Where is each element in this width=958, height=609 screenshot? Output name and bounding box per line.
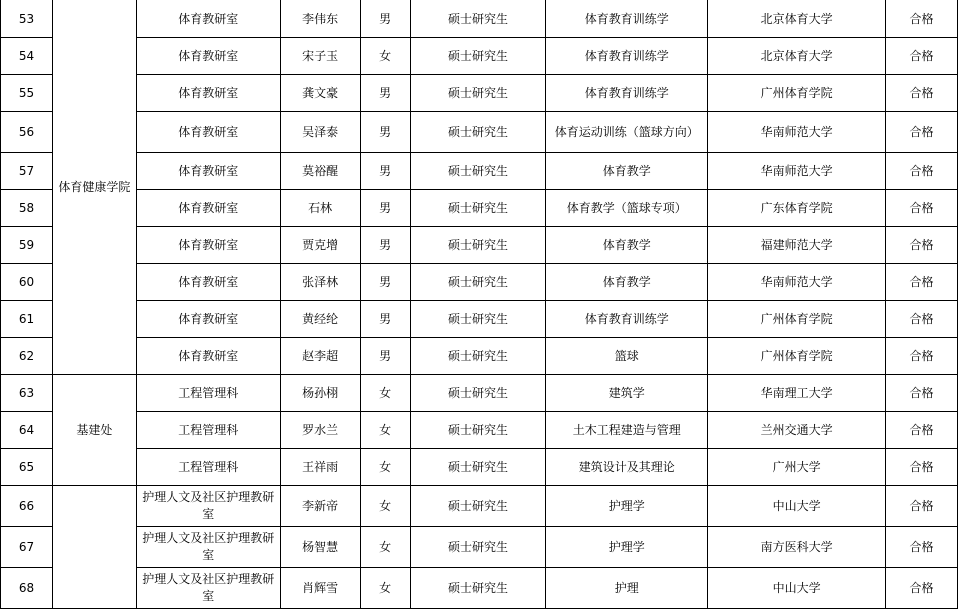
major-cell: 土木工程建造与管理 <box>546 412 708 449</box>
major-cell: 体育教学 <box>546 153 708 190</box>
office-cell: 体育教研室 <box>136 75 280 112</box>
row-number: 67 <box>1 527 53 568</box>
major-cell: 体育运动训练（篮球方向） <box>546 112 708 153</box>
row-number: 64 <box>1 412 53 449</box>
row-number: 60 <box>1 264 53 301</box>
degree-cell: 硕士研究生 <box>410 112 546 153</box>
table-body <box>1 0 958 609</box>
major-cell: 体育教育训练学 <box>546 75 708 112</box>
school-cell: 广州体育学院 <box>708 301 886 338</box>
row-number: 54 <box>1 38 53 75</box>
name-cell: 龚文豪 <box>280 75 360 112</box>
row-number: 55 <box>1 75 53 112</box>
result-cell: 合格 <box>886 264 958 301</box>
school-cell: 福建师范大学 <box>708 227 886 264</box>
degree-cell: 硕士研究生 <box>410 227 546 264</box>
degree-cell: 硕士研究生 <box>410 412 546 449</box>
row-number: 66 <box>1 486 53 527</box>
result-cell: 合格 <box>886 301 958 338</box>
name-cell: 肖辉雪 <box>280 568 360 609</box>
row-number: 57 <box>1 153 53 190</box>
degree-cell: 硕士研究生 <box>410 190 546 227</box>
row-number: 61 <box>1 301 53 338</box>
major-cell: 护理 <box>546 568 708 609</box>
major-cell: 体育教学 <box>546 264 708 301</box>
school-cell: 广东体育学院 <box>708 190 886 227</box>
table-row <box>1 527 958 568</box>
name-cell: 李新帝 <box>280 486 360 527</box>
gender-cell: 男 <box>360 264 410 301</box>
result-cell: 合格 <box>886 486 958 527</box>
result-cell: 合格 <box>886 568 958 609</box>
result-cell: 合格 <box>886 338 958 375</box>
school-cell: 华南理工大学 <box>708 375 886 412</box>
major-cell: 建筑学 <box>546 375 708 412</box>
row-number: 62 <box>1 338 53 375</box>
result-cell: 合格 <box>886 38 958 75</box>
gender-cell: 男 <box>360 301 410 338</box>
name-cell: 杨孙栩 <box>280 375 360 412</box>
name-cell: 石林 <box>280 190 360 227</box>
result-cell: 合格 <box>886 112 958 153</box>
name-cell: 杨智慧 <box>280 527 360 568</box>
major-cell: 体育教学 <box>546 227 708 264</box>
office-cell: 工程管理科 <box>136 412 280 449</box>
degree-cell: 硕士研究生 <box>410 375 546 412</box>
office-cell: 工程管理科 <box>136 449 280 486</box>
school-cell: 北京体育大学 <box>708 0 886 38</box>
result-cell: 合格 <box>886 190 958 227</box>
school-cell: 广州体育学院 <box>708 338 886 375</box>
degree-cell: 硕士研究生 <box>410 301 546 338</box>
major-cell: 护理学 <box>546 527 708 568</box>
row-number: 56 <box>1 112 53 153</box>
major-cell: 体育教学（篮球专项） <box>546 190 708 227</box>
degree-cell: 硕士研究生 <box>410 338 546 375</box>
result-cell: 合格 <box>886 375 958 412</box>
degree-cell: 硕士研究生 <box>410 264 546 301</box>
gender-cell: 男 <box>360 112 410 153</box>
gender-cell: 女 <box>360 527 410 568</box>
table-row <box>1 264 958 301</box>
office-cell: 体育教研室 <box>136 264 280 301</box>
name-cell: 吴泽泰 <box>280 112 360 153</box>
name-cell: 贾克增 <box>280 227 360 264</box>
office-cell: 体育教研室 <box>136 153 280 190</box>
gender-cell: 女 <box>360 486 410 527</box>
gender-cell: 女 <box>360 375 410 412</box>
school-cell: 中山大学 <box>708 568 886 609</box>
table-row <box>1 301 958 338</box>
school-cell: 兰州交通大学 <box>708 412 886 449</box>
name-cell: 王祥雨 <box>280 449 360 486</box>
table-row <box>1 568 958 609</box>
name-cell: 罗水兰 <box>280 412 360 449</box>
table-row <box>1 75 958 112</box>
office-cell: 体育教研室 <box>136 38 280 75</box>
result-cell: 合格 <box>886 449 958 486</box>
office-cell: 体育教研室 <box>136 338 280 375</box>
school-cell: 广州体育学院 <box>708 75 886 112</box>
office-cell: 体育教研室 <box>136 0 280 38</box>
office-cell: 体育教研室 <box>136 227 280 264</box>
gender-cell: 女 <box>360 38 410 75</box>
name-cell: 宋子玉 <box>280 38 360 75</box>
result-cell: 合格 <box>886 75 958 112</box>
name-cell: 张泽林 <box>280 264 360 301</box>
office-cell: 工程管理科 <box>136 375 280 412</box>
gender-cell: 女 <box>360 568 410 609</box>
table-row <box>1 338 958 375</box>
major-cell: 体育教育训练学 <box>546 38 708 75</box>
gender-cell: 男 <box>360 0 410 38</box>
department-cell <box>52 486 136 609</box>
row-number: 68 <box>1 568 53 609</box>
major-cell: 体育教育训练学 <box>546 0 708 38</box>
result-cell: 合格 <box>886 0 958 38</box>
gender-cell: 女 <box>360 412 410 449</box>
major-cell: 篮球 <box>546 338 708 375</box>
office-cell: 体育教研室 <box>136 112 280 153</box>
gender-cell: 女 <box>360 449 410 486</box>
row-number: 59 <box>1 227 53 264</box>
table-row <box>1 449 958 486</box>
office-cell: 护理人文及社区护理教研室 <box>136 527 280 568</box>
table-row <box>1 486 958 527</box>
result-cell: 合格 <box>886 227 958 264</box>
school-cell: 北京体育大学 <box>708 38 886 75</box>
table-row <box>1 375 958 412</box>
school-cell: 华南师范大学 <box>708 264 886 301</box>
table-row <box>1 190 958 227</box>
table-row <box>1 0 958 38</box>
table-row <box>1 227 958 264</box>
school-cell: 南方医科大学 <box>708 527 886 568</box>
name-cell: 黄经纶 <box>280 301 360 338</box>
degree-cell: 硕士研究生 <box>410 75 546 112</box>
gender-cell: 男 <box>360 190 410 227</box>
row-number: 65 <box>1 449 53 486</box>
degree-cell: 硕士研究生 <box>410 527 546 568</box>
name-cell: 李伟东 <box>280 0 360 38</box>
table-row <box>1 112 958 153</box>
office-cell: 护理人文及社区护理教研室 <box>136 568 280 609</box>
major-cell: 护理学 <box>546 486 708 527</box>
row-number: 53 <box>1 0 53 38</box>
department-cell: 体育健康学院 <box>52 0 136 375</box>
gender-cell: 男 <box>360 75 410 112</box>
degree-cell: 硕士研究生 <box>410 0 546 38</box>
table-row <box>1 38 958 75</box>
school-cell: 中山大学 <box>708 486 886 527</box>
office-cell: 体育教研室 <box>136 301 280 338</box>
row-number: 63 <box>1 375 53 412</box>
office-cell: 体育教研室 <box>136 190 280 227</box>
school-cell: 华南师范大学 <box>708 112 886 153</box>
name-cell: 莫裕醒 <box>280 153 360 190</box>
major-cell: 体育教育训练学 <box>546 301 708 338</box>
gender-cell: 男 <box>360 338 410 375</box>
table-row <box>1 412 958 449</box>
result-cell: 合格 <box>886 153 958 190</box>
result-cell: 合格 <box>886 412 958 449</box>
name-cell: 赵李超 <box>280 338 360 375</box>
gender-cell: 男 <box>360 227 410 264</box>
table-row <box>1 153 958 190</box>
department-cell: 基建处 <box>52 375 136 486</box>
degree-cell: 硕士研究生 <box>410 486 546 527</box>
office-cell: 护理人文及社区护理教研室 <box>136 486 280 527</box>
row-number: 58 <box>1 190 53 227</box>
degree-cell: 硕士研究生 <box>410 449 546 486</box>
school-cell: 华南师范大学 <box>708 153 886 190</box>
result-cell: 合格 <box>886 527 958 568</box>
degree-cell: 硕士研究生 <box>410 153 546 190</box>
school-cell: 广州大学 <box>708 449 886 486</box>
gender-cell: 男 <box>360 153 410 190</box>
major-cell: 建筑设计及其理论 <box>546 449 708 486</box>
degree-cell: 硕士研究生 <box>410 568 546 609</box>
degree-cell: 硕士研究生 <box>410 38 546 75</box>
